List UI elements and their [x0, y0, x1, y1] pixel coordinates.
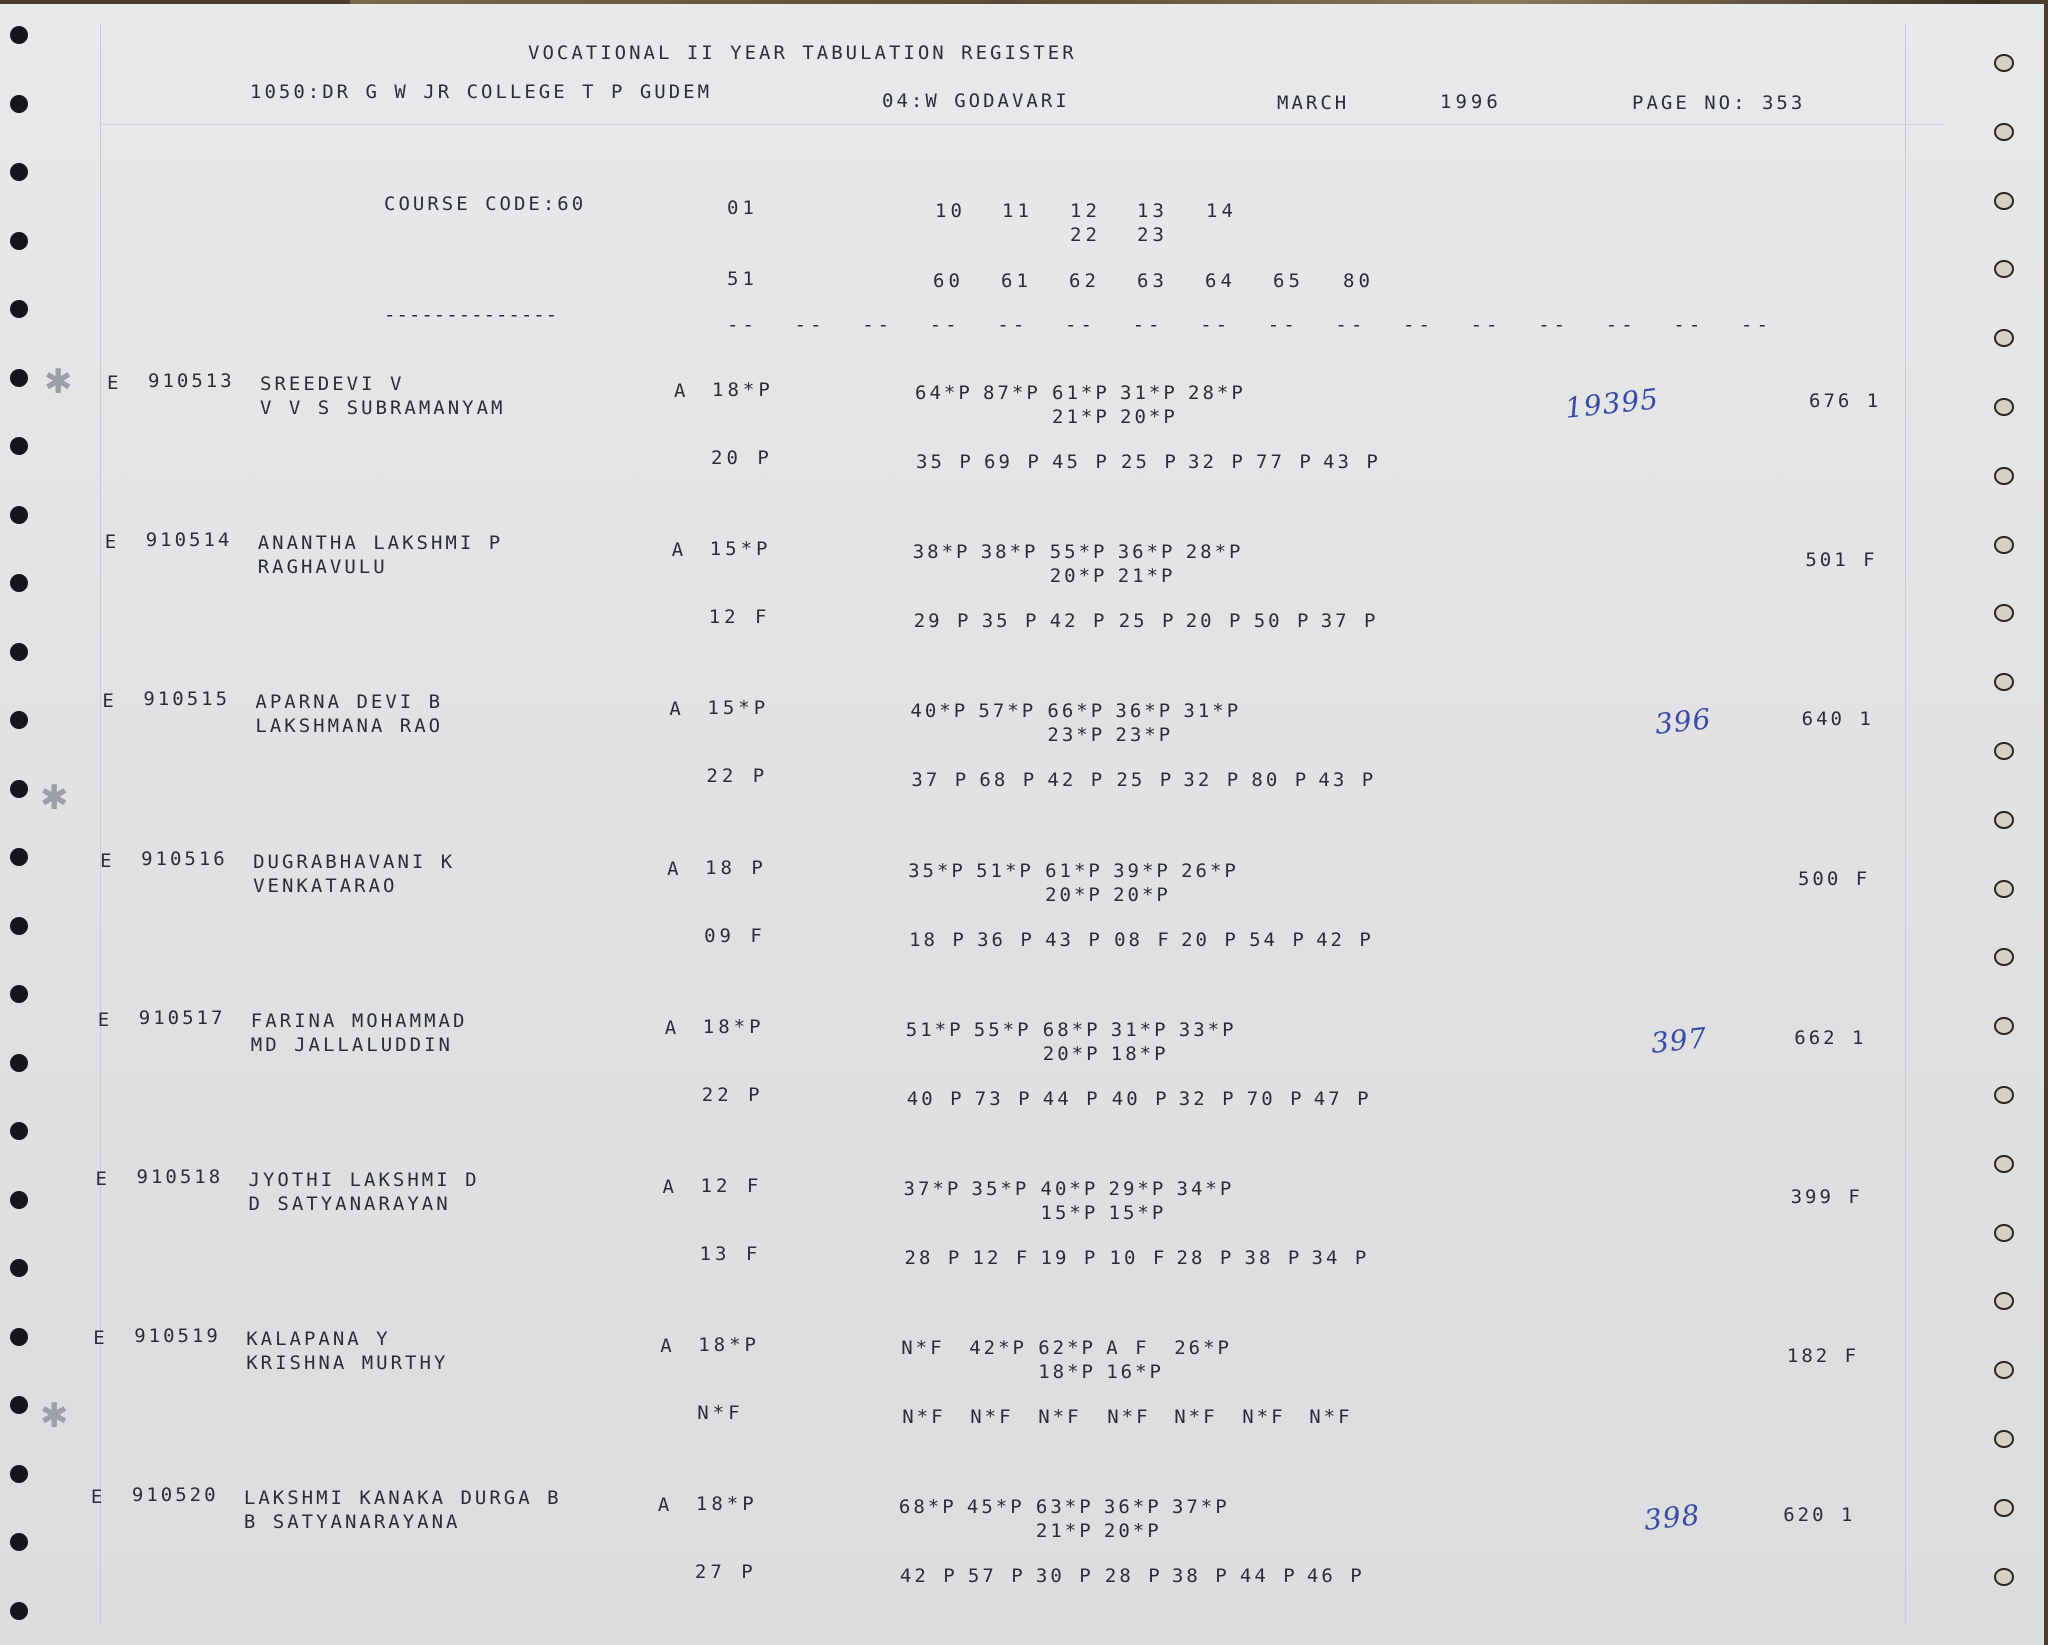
mark-cell: 40 P	[906, 1087, 965, 1110]
mark-cell: 44 P	[1042, 1087, 1101, 1110]
roll-number: 910520	[131, 1484, 219, 1507]
total-marks: 399 F	[1790, 1186, 1863, 1208]
tractor-hole	[1994, 260, 2014, 278]
col-heading: 60	[933, 270, 964, 292]
tabulation-sheet	[0, 4, 2044, 1645]
tractor-hole	[10, 1396, 28, 1414]
col-heading: 62	[1069, 270, 1100, 292]
exam-month: MARCH	[1277, 92, 1350, 114]
mark-cell: 35 P	[916, 451, 974, 473]
tractor-hole	[10, 917, 28, 935]
margin-scribble: ✱	[40, 1396, 69, 1436]
mark-cell: 15*P	[1040, 1202, 1099, 1224]
mark-subject-01: 18*P	[695, 1493, 758, 1516]
tractor-hole	[10, 1191, 28, 1209]
col-heading: 14	[1206, 200, 1237, 222]
mark-cell: 25 P	[1118, 610, 1177, 633]
margin-scribble: ✱	[44, 362, 73, 402]
tractor-hole	[1994, 123, 2014, 141]
tractor-hole	[10, 780, 28, 798]
mark-cell: 68 P	[979, 769, 1038, 792]
mark-cell: 38 P	[1244, 1247, 1303, 1269]
student-name: APARNA DEVI B	[255, 691, 444, 714]
mark-subject-01: 18 P	[705, 856, 767, 879]
faint-rule	[1905, 24, 1906, 1625]
mark-cell: N*F	[902, 1406, 946, 1429]
mark-cell: 54 P	[1249, 928, 1307, 951]
mark-cell: 20*P	[1103, 1520, 1162, 1543]
handwritten-note: 19395	[1563, 382, 1661, 425]
tractor-hole	[10, 369, 28, 387]
mark-cell: N*F	[1309, 1406, 1353, 1429]
mark-cell: A F	[1106, 1337, 1150, 1360]
tractor-hole	[1994, 329, 2014, 347]
mark-cell: N*F	[1038, 1406, 1082, 1429]
mark-cell: N*F	[970, 1406, 1014, 1429]
mark-cell: 20*P	[1113, 883, 1171, 906]
tractor-hole	[10, 1465, 28, 1483]
mark-subject-51: 09 F	[704, 924, 766, 947]
heading-underline: --------------	[384, 304, 559, 326]
mark-cell: 45*P	[966, 1496, 1025, 1519]
mark-cell: 21*P	[1035, 1520, 1094, 1543]
mark-cell: 20*P	[1049, 565, 1108, 588]
right-tractor-holes	[1984, 4, 2044, 1645]
tractor-hole	[1994, 536, 2014, 554]
parent-name: LAKSHMANA RAO	[255, 715, 444, 738]
mark-cell: 20 P	[1181, 928, 1239, 951]
tractor-hole	[10, 437, 28, 455]
column-dash: --	[1200, 314, 1232, 336]
mark-cell: 35 P	[981, 610, 1040, 633]
mark-cell: 66*P	[1047, 700, 1106, 723]
tractor-hole	[1994, 880, 2014, 898]
mark-cell: 20 P	[1185, 610, 1244, 633]
tractor-hole	[1994, 1361, 2014, 1379]
roll-number: 910517	[138, 1006, 226, 1029]
course-code: COURSE CODE:60	[384, 193, 587, 215]
column-dash: --	[794, 314, 826, 336]
record-group: E	[93, 1327, 108, 1350]
record-group: E	[104, 531, 120, 554]
tractor-hole	[10, 1122, 28, 1140]
mark-cell: 32 P	[1188, 451, 1246, 473]
mark-cell: 32 P	[1178, 1087, 1237, 1110]
mark-cell: 42 P	[1047, 769, 1106, 792]
mark-cell: 23*P	[1115, 724, 1174, 747]
tractor-hole	[1994, 948, 2014, 966]
mark-cell: 26*P	[1181, 859, 1239, 882]
col-heading: 12	[1070, 200, 1101, 222]
mark-cell: 28 P	[1104, 1565, 1163, 1588]
mark-cell: 29*P	[1108, 1178, 1167, 1200]
total-marks: 676 1	[1809, 390, 1882, 412]
parent-name: V V S SUBRAMANYAM	[260, 397, 506, 419]
mark-cell: 40 P	[1111, 1087, 1170, 1110]
mark-subject-01: 18*P	[698, 1334, 760, 1357]
mark-cell: 37 P	[911, 769, 970, 792]
mark-cell: 77 P	[1256, 451, 1314, 473]
column-dash: --	[1267, 314, 1299, 336]
mark-cell: 21*P	[1052, 406, 1110, 428]
mark-cell: 16*P	[1106, 1361, 1164, 1384]
column-dash: --	[1132, 314, 1164, 336]
mark-cell: 34*P	[1176, 1178, 1235, 1200]
mark-cell: 55*P	[973, 1018, 1032, 1041]
record-group: E	[97, 1008, 113, 1031]
student-name: LAKSHMI KANAKA DURGA B	[243, 1487, 562, 1510]
tractor-hole	[10, 1054, 28, 1072]
col-heading: 11	[1002, 200, 1033, 222]
col-heading: 23	[1137, 224, 1168, 246]
register-title: VOCATIONAL II YEAR TABULATION REGISTER	[528, 42, 1077, 64]
mark-cell: 35*P	[908, 859, 966, 882]
record-flag: A	[667, 857, 682, 880]
mark-cell: 39*P	[1113, 859, 1171, 882]
record-group: E	[95, 1168, 110, 1190]
col-heading: 61	[1001, 270, 1032, 292]
handwritten-note: 396	[1653, 702, 1714, 742]
mark-subject-51: 22 P	[706, 765, 769, 788]
roll-number: 910515	[143, 688, 231, 711]
mark-subject-01: 18*P	[712, 379, 774, 401]
mark-cell: 40*P	[1040, 1178, 1099, 1200]
roll-number: 910513	[148, 370, 235, 392]
mark-cell: 44 P	[1239, 1565, 1298, 1588]
mark-cell: 37 P	[1320, 610, 1379, 633]
column-dash: --	[1605, 314, 1637, 336]
page-number: PAGE NO: 353	[1632, 92, 1806, 114]
col-heading: 65	[1273, 270, 1304, 292]
mark-cell: 35*P	[971, 1178, 1030, 1200]
tractor-hole	[1994, 192, 2014, 210]
mark-cell: 08 F	[1114, 928, 1172, 951]
mark-cell: N*F	[1107, 1406, 1151, 1429]
tractor-hole	[10, 1328, 28, 1346]
tractor-hole	[10, 95, 28, 113]
mark-cell: 42*P	[969, 1337, 1027, 1360]
record-flag: A	[669, 698, 684, 721]
record-group: E	[102, 690, 117, 713]
student-name: ANANTHA LAKSHMI P	[257, 532, 504, 555]
col-heading: 13	[1137, 200, 1168, 222]
student-name: SREEDEVI V	[260, 373, 405, 395]
total-marks: 500 F	[1797, 867, 1871, 890]
tractor-hole	[1994, 1568, 2014, 1586]
college-name: 1050:DR G W JR COLLEGE T P GUDEM	[250, 81, 713, 103]
mark-cell: 68*P	[1042, 1018, 1101, 1041]
parent-name: MD JALLALUDDIN	[250, 1033, 453, 1056]
mark-cell: 33*P	[1178, 1018, 1237, 1041]
mark-subject-51: 20 P	[711, 447, 773, 469]
mark-cell: 43 P	[1318, 769, 1377, 792]
parent-name: B SATYANARAYANA	[243, 1511, 461, 1534]
mark-subject-51: 13 F	[699, 1243, 762, 1265]
mark-cell: 64*P	[915, 382, 973, 404]
tractor-hole	[10, 300, 28, 318]
record-flag: A	[662, 1176, 677, 1198]
mark-cell: 31*P	[1183, 700, 1242, 723]
col-heading: 63	[1137, 270, 1168, 292]
tractor-hole	[10, 643, 28, 661]
mark-cell: 25 P	[1116, 769, 1175, 792]
margin-scribble: ✱	[40, 778, 69, 818]
record-flag: A	[657, 1494, 673, 1517]
mark-cell: 34 P	[1311, 1247, 1370, 1269]
tractor-hole	[10, 1259, 28, 1277]
parent-name: VENKATARAO	[253, 874, 398, 897]
mark-cell: 18*P	[1110, 1042, 1169, 1065]
mark-cell: 46 P	[1306, 1565, 1365, 1588]
mark-cell: 18*P	[1038, 1361, 1096, 1384]
mark-cell: 20*P	[1045, 883, 1103, 906]
col-heading-51: 51	[727, 268, 758, 290]
mark-cell: 23*P	[1047, 724, 1106, 747]
mark-cell: 42 P	[1316, 928, 1374, 951]
mark-cell: 25 P	[1121, 451, 1179, 473]
tractor-hole	[10, 163, 28, 181]
parent-name: KRISHNA MURTHY	[246, 1352, 449, 1375]
tractor-hole	[1994, 1292, 2014, 1310]
col-heading: 10	[935, 200, 966, 222]
mark-subject-51: 27 P	[694, 1561, 757, 1584]
faint-rule	[100, 24, 101, 1625]
mark-cell: 38 P	[1171, 1565, 1230, 1588]
mark-cell: 69 P	[984, 451, 1042, 473]
tractor-hole	[1994, 742, 2014, 760]
student-name: JYOTHI LAKSHMI D	[248, 1169, 480, 1191]
mark-cell: 47 P	[1313, 1087, 1372, 1110]
mark-cell: 29 P	[913, 610, 972, 633]
column-dash: --	[1335, 314, 1367, 336]
mark-cell: N*F	[1242, 1406, 1286, 1429]
record-group: E	[107, 372, 122, 394]
mark-cell: 43 P	[1045, 928, 1103, 951]
record-flag: A	[671, 539, 687, 562]
mark-cell: 37*P	[903, 1178, 962, 1200]
mark-cell: 12 F	[972, 1247, 1031, 1269]
column-dash: --	[727, 314, 758, 336]
roll-number: 910518	[136, 1166, 224, 1188]
column-dash: --	[929, 314, 961, 336]
record-flag: A	[664, 1016, 680, 1039]
tractor-hole	[10, 26, 28, 44]
mark-cell: 55*P	[1049, 541, 1108, 564]
faint-rule	[100, 124, 1944, 125]
record-flag: A	[674, 380, 689, 402]
tractor-hole	[10, 1602, 28, 1620]
tractor-hole	[1994, 1155, 2014, 1173]
total-marks: 662 1	[1794, 1026, 1867, 1049]
record-flag: A	[660, 1335, 675, 1358]
tractor-hole	[10, 985, 28, 1003]
mark-cell: 28 P	[1176, 1247, 1235, 1269]
total-marks: 182 F	[1786, 1345, 1860, 1368]
handwritten-note: 398	[1642, 1498, 1702, 1538]
column-dash: --	[1741, 314, 1772, 336]
mark-cell: 80 P	[1251, 769, 1310, 792]
mark-cell: 37*P	[1171, 1496, 1230, 1519]
mark-cell: 15*P	[1108, 1202, 1167, 1224]
col-heading-01: 01	[727, 197, 758, 219]
mark-cell: 45 P	[1052, 451, 1110, 473]
student-name: DUGRABHAVANI K	[253, 850, 456, 873]
mark-cell: 61*P	[1052, 382, 1110, 404]
record-group: E	[100, 849, 115, 872]
column-dash: --	[997, 314, 1029, 336]
col-heading: 64	[1205, 270, 1236, 292]
tractor-hole	[10, 232, 28, 250]
left-tractor-holes	[0, 4, 40, 1645]
mark-cell: 18 P	[909, 928, 967, 951]
tractor-hole	[1994, 1017, 2014, 1035]
column-dash: --	[1538, 314, 1570, 336]
parent-name: RAGHAVULU	[257, 556, 388, 579]
record-group: E	[90, 1486, 106, 1509]
mark-cell: 63*P	[1035, 1496, 1094, 1519]
mark-cell: 21*P	[1117, 565, 1176, 588]
mark-cell: 28*P	[1185, 541, 1244, 564]
column-dash: --	[1065, 314, 1096, 336]
tractor-hole	[1994, 398, 2014, 416]
parent-name: D SATYANARAYAN	[248, 1193, 451, 1215]
tractor-hole	[1994, 673, 2014, 691]
mark-cell: 57*P	[978, 700, 1037, 723]
mark-cell: 57 P	[967, 1565, 1026, 1588]
mark-cell: 62*P	[1038, 1337, 1096, 1360]
mark-cell: 19 P	[1040, 1247, 1099, 1269]
mark-cell: N*F	[901, 1337, 945, 1360]
tractor-hole	[10, 711, 28, 729]
mark-cell: 20*P	[1042, 1042, 1101, 1065]
handwritten-note: 397	[1649, 1020, 1709, 1060]
mark-cell: 70 P	[1246, 1087, 1305, 1110]
tractor-hole	[1994, 1430, 2014, 1448]
student-name: FARINA MOHAMMAD	[250, 1009, 468, 1032]
mark-cell: 38*P	[980, 541, 1039, 564]
mark-cell: 30 P	[1035, 1565, 1094, 1588]
tractor-hole	[1994, 604, 2014, 622]
mark-cell: 28*P	[1188, 382, 1246, 404]
mark-subject-51: 22 P	[701, 1083, 764, 1106]
column-dash: --	[1470, 314, 1502, 336]
tractor-hole	[1994, 1224, 2014, 1242]
mark-subject-01: 15*P	[707, 697, 770, 720]
mark-cell: 26*P	[1174, 1337, 1232, 1360]
roll-number: 910514	[145, 529, 233, 552]
col-heading: 80	[1343, 270, 1374, 292]
mark-subject-01: 12 F	[700, 1175, 763, 1197]
mark-cell: 61*P	[1045, 859, 1103, 882]
mark-cell: 36*P	[1115, 700, 1174, 723]
column-dash: --	[862, 314, 894, 336]
mark-cell: 31*P	[1110, 1018, 1169, 1041]
mark-subject-51: 12 F	[708, 606, 771, 629]
mark-cell: 36*P	[1117, 541, 1176, 564]
mark-cell: 31*P	[1120, 382, 1178, 404]
exam-year: 1996	[1440, 91, 1502, 113]
total-marks: 620 1	[1783, 1504, 1856, 1527]
mark-cell: 36 P	[977, 928, 1035, 951]
tractor-hole	[10, 1533, 28, 1551]
total-marks: 501 F	[1805, 549, 1878, 572]
mark-cell: 50 P	[1253, 610, 1312, 633]
total-marks: 640 1	[1801, 708, 1874, 731]
col-heading: 22	[1070, 224, 1101, 246]
mark-cell: 20*P	[1120, 406, 1178, 428]
tractor-hole	[1994, 54, 2014, 72]
tractor-hole	[10, 506, 28, 524]
mark-cell: 43 P	[1323, 451, 1381, 473]
district-name: 04:W GODAVARI	[882, 90, 1070, 112]
mark-cell: 68*P	[898, 1496, 957, 1519]
mark-cell: 32 P	[1183, 769, 1242, 792]
tractor-hole	[1994, 1086, 2014, 1104]
student-name: KALAPANA Y	[246, 1328, 391, 1351]
mark-cell: 51*P	[905, 1018, 964, 1041]
mark-cell: 42 P	[1049, 610, 1108, 633]
tractor-hole	[10, 848, 28, 866]
mark-cell: 73 P	[974, 1087, 1033, 1110]
mark-subject-01: 18*P	[702, 1015, 765, 1038]
mark-cell: 38*P	[912, 541, 971, 564]
mark-cell: 28 P	[904, 1247, 963, 1269]
mark-cell: 10 F	[1109, 1247, 1168, 1269]
tractor-hole	[1994, 811, 2014, 829]
mark-cell: N*F	[1174, 1406, 1218, 1429]
mark-subject-01: 15*P	[709, 538, 772, 561]
tractor-hole	[1994, 1499, 2014, 1517]
column-dash: --	[1403, 314, 1434, 336]
mark-cell: 42 P	[899, 1565, 958, 1588]
roll-number: 910519	[134, 1325, 221, 1348]
mark-cell: 36*P	[1103, 1496, 1162, 1519]
mark-cell: 40*P	[910, 700, 969, 723]
column-dash: --	[1673, 314, 1705, 336]
mark-subject-51: N*F	[697, 1402, 744, 1425]
mark-cell: 51*P	[976, 859, 1034, 882]
tractor-hole	[1994, 467, 2014, 485]
roll-number: 910516	[141, 847, 228, 870]
tractor-hole	[10, 574, 28, 592]
mark-cell: 87*P	[983, 382, 1041, 404]
